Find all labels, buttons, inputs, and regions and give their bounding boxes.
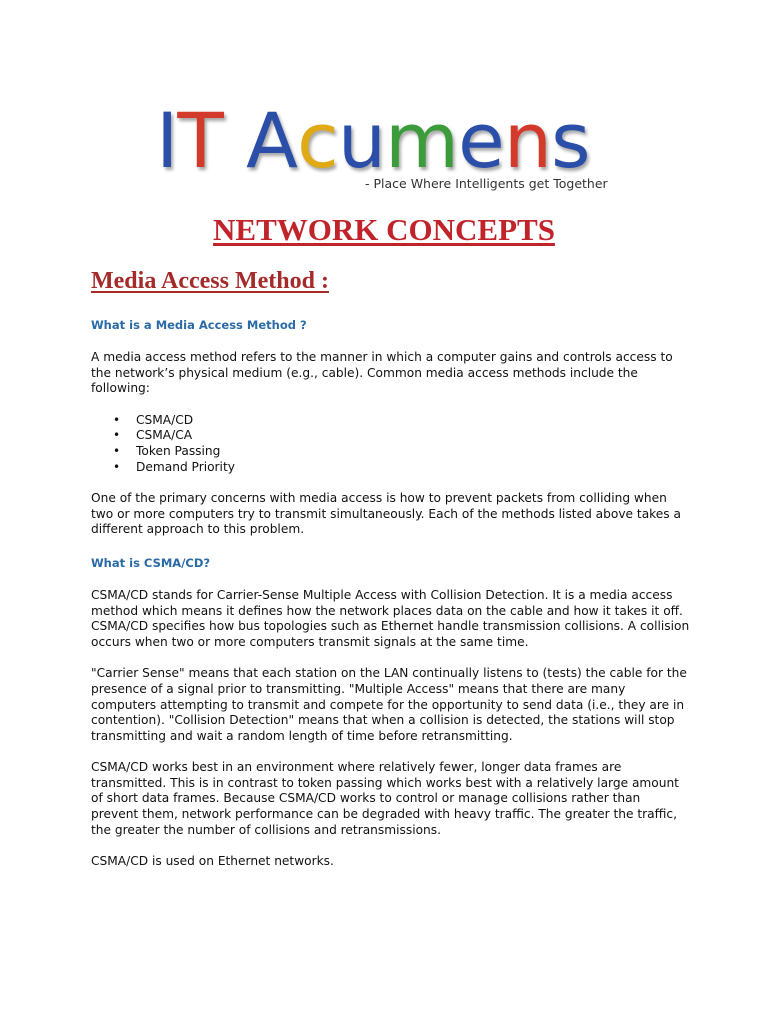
logo-letter: m <box>385 96 459 185</box>
logo-letter: u <box>337 96 385 185</box>
logo-letter <box>223 98 246 184</box>
it-acumens-logo <box>150 98 620 198</box>
paragraph: "Carrier Sense" means that each station on the LAN continually listens to (tests) the cable for the presence of a signal prior to transmitting. "Multiple Access" means that there are many computers attempting to transmit and compete for the opportunity to send data (i.e., they are in contention). "Collision Detection" means that when a collision is detected, the stations will stop transmitting and wait a random length of time before retransmitting. <box>91 666 687 743</box>
logo-letter: e <box>458 96 504 185</box>
logo-letter: n <box>503 96 551 185</box>
list-item: • CSMA/CA <box>113 428 193 443</box>
paragraph: CSMA/CD is used on Ethernet networks. <box>91 854 334 869</box>
paragraph: CSMA/CD stands for Carrier-Sense Multiple Access with Collision Detection. It is a media access method which means it defines how the network places data on the cable and how it takes it off. CSMA/CD specifies how bus topologies such as Ethernet handle transmission collisions. A collision occurs when two or more computers transmit signals at the same time. <box>91 587 690 649</box>
logo-letter: s <box>550 96 590 185</box>
section-title: Media Access Method : <box>91 268 329 294</box>
list-item: • Token Passing <box>113 443 221 458</box>
logo-title <box>156 98 590 184</box>
logo-letter: c <box>297 96 338 185</box>
bullet-icon: • <box>113 443 121 458</box>
logo-letter: I <box>156 96 178 185</box>
question-heading: What is CSMA/CD? <box>91 555 211 570</box>
bullet-icon: • <box>113 459 121 474</box>
document-body <box>91 318 691 870</box>
document-title: NETWORK CONCEPTS <box>213 212 555 247</box>
list-item: • CSMA/CD <box>113 412 194 427</box>
paragraph: One of the primary concerns with media access is how to prevent packets from colliding when two or more computers try to transmit simultaneously. Each of the methods listed above takes a different approach to this problem. <box>91 491 681 537</box>
bullet-icon: • <box>113 412 121 427</box>
list-item: • Demand Priority <box>113 459 235 474</box>
paragraph: A media access method refers to the manner in which a computer gains and controls access to the network’s physical medium (e.g., cable). Common media access methods include the following: <box>91 350 673 396</box>
paragraph: CSMA/CD works best in an environment where relatively fewer, longer data frames are transmitted. This is in contrast to token passing which works best with a relatively large amount of short data frames. Because CSMA/CD works to control or manage collisions rather than prevent them, network performance can be degraded with heavy traffic. The greater the traffic, the greater the number of collisions and retransmissions. <box>91 760 679 837</box>
logo-tagline: - Place Where Intelligents get Together <box>365 176 608 191</box>
media-access-methods-list <box>91 413 691 475</box>
bullet-icon: • <box>113 428 121 443</box>
question-heading: What is a Media Access Method ? <box>91 318 307 332</box>
logo-letter: T <box>177 96 223 185</box>
logo-letter: A <box>246 96 298 185</box>
